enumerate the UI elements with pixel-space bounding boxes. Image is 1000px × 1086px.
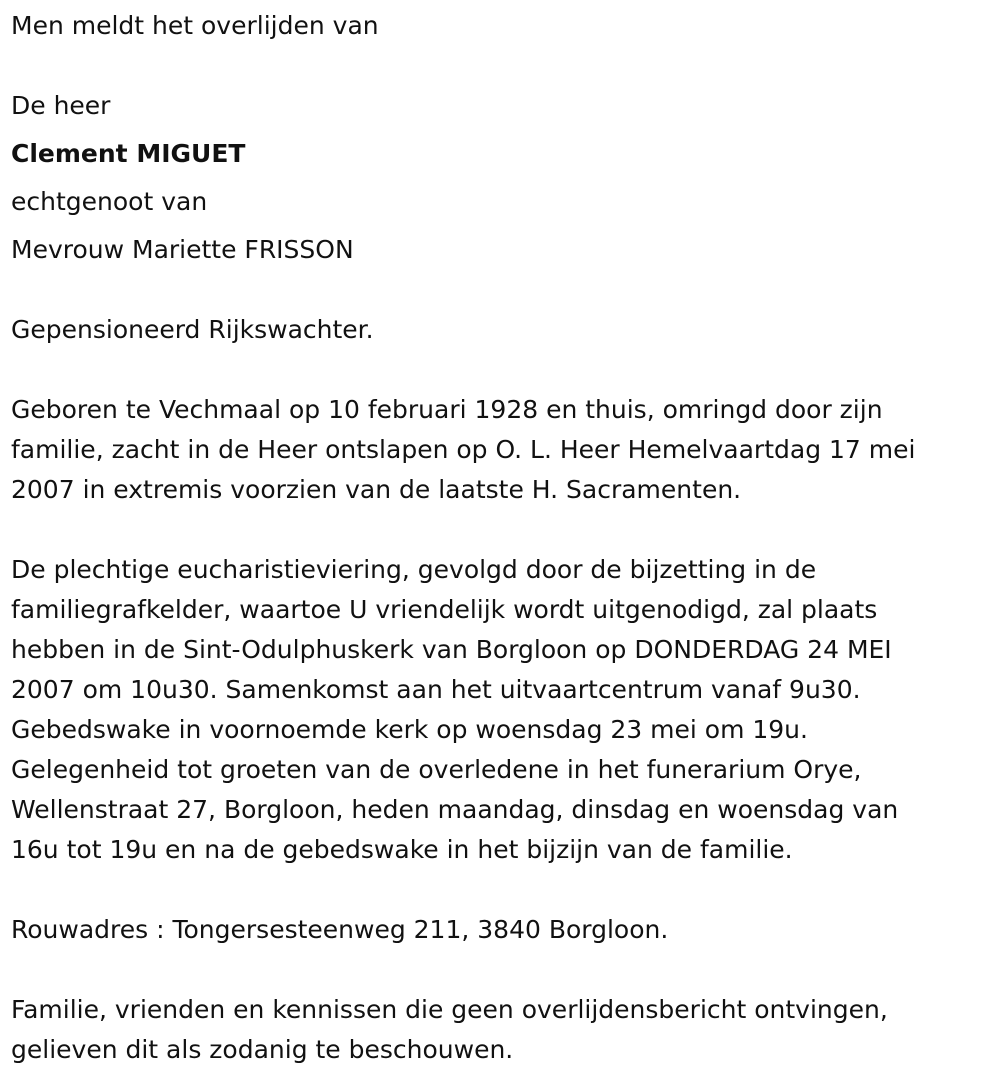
relation-line: echtgenoot van [11,187,208,216]
ceremony-line: Gelegenheid tot groeten van de overledene in het funerarium Orye, [11,755,862,784]
spouse-name: Mevrouw Mariette FRISSON [11,235,354,264]
ceremony-line: 16u tot 19u en na de gebedswake in het bijzijn van de familie. [11,835,793,864]
salutation: De heer [11,91,111,120]
intro-line: Men meldt het overlijden van [11,11,379,40]
occupation: Gepensioneerd Rijkswachter. [11,315,374,344]
ceremony-line: familiegrafkelder, waartoe U vriendelijk wordt uitgenodigd, zal plaats [11,595,878,624]
birth-death-line: Geboren te Vechmaal op 10 februari 1928 en thuis, omringd door zijn [11,395,883,424]
ceremony-line: hebben in de Sint-Odulphuskerk van Borgloon op DONDERDAG 24 MEI [11,635,892,664]
ceremony-line: Wellenstraat 27, Borgloon, heden maandag, dinsdag en woensdag van [11,795,899,824]
birth-death-line: familie, zacht in de Heer ontslapen op O. L. Heer Hemelvaartdag 17 mei [11,435,916,464]
birth-death-line: 2007 in extremis voorzien van de laatste H. Sacramenten. [11,475,742,504]
ceremony-line: Gebedswake in voornoemde kerk op woensdag 23 mei om 19u. [11,715,808,744]
ceremony-line: 2007 om 10u30. Samenkomst aan het uitvaartcentrum vanaf 9u30. [11,675,861,704]
ceremony-line: De plechtige eucharistieviering, gevolgd door de bijzetting in de [11,555,817,584]
closing-line: Familie, vrienden en kennissen die geen overlijdensbericht ontvingen, [11,995,888,1024]
mourning-address: Rouwadres : Tongersesteenweg 211, 3840 Borgloon. [11,915,669,944]
deceased-name: Clement MIGUET [11,139,246,168]
closing-line: gelieven dit als zodanig te beschouwen. [11,1035,514,1064]
